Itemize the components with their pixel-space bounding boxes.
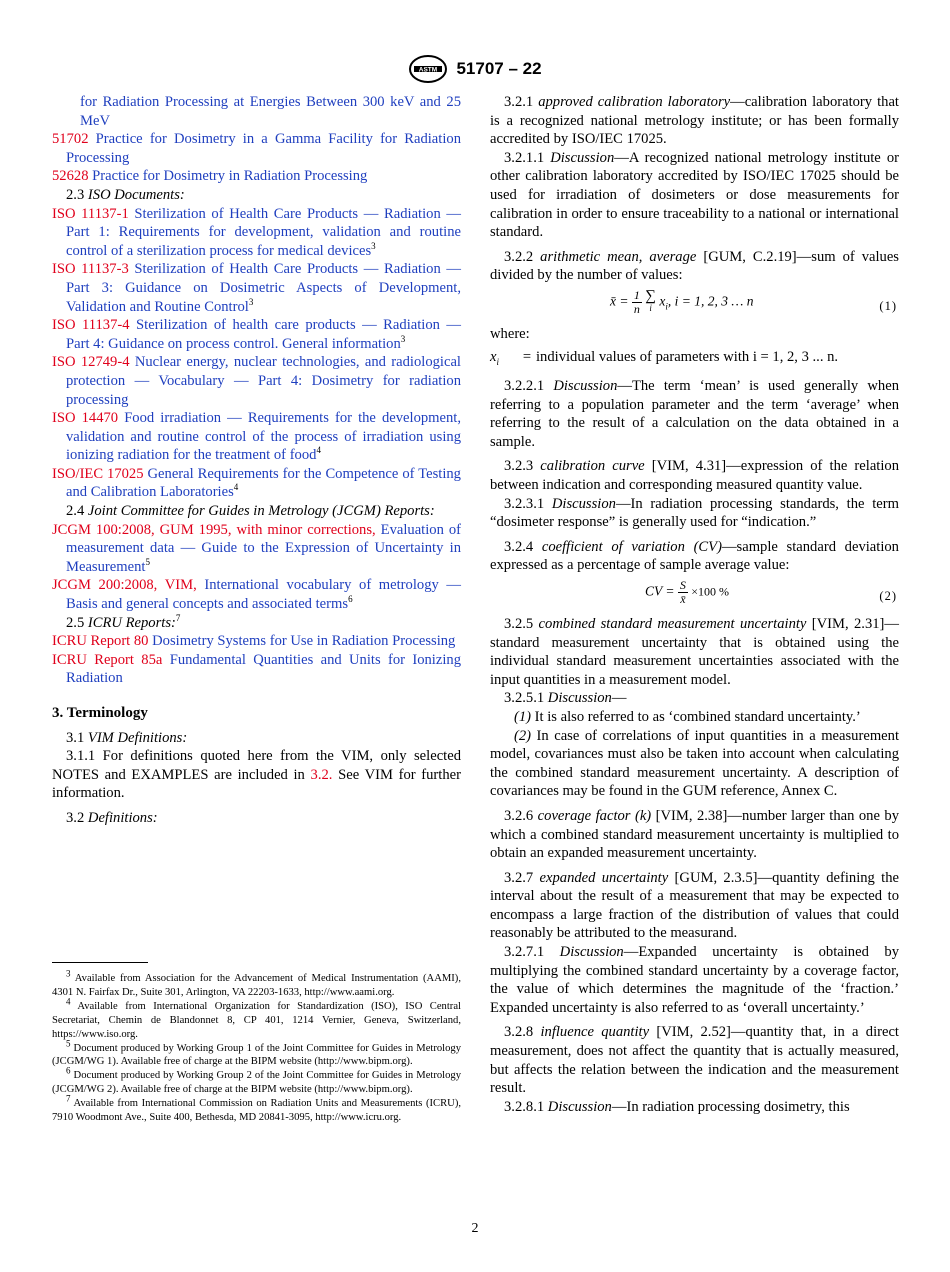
ref-item-iso-11137-3[interactable]: ISO 11137-3 Sterilization of Health Care Products — Radiation — Part 3: Guidance on Dosimetric Aspects of Development, Validation and Routine Control$^3$ <box>52 261 462 315</box>
jcgm-heading: 2.4 Joint Committee for Guides in Metrology (JCGM) Reports: <box>66 503 435 520</box>
right-column <box>490 93 899 1116</box>
ref-item-icru-80[interactable]: ICRU Report 80 Dosimetry Systems for Use in Radiation Processing <box>52 633 456 650</box>
ref-item-icru-85a[interactable]: ICRU Report 85a Fundamental Quantities and Units for Ionizing Radiation <box>52 651 461 687</box>
definition-3-2-2: 3.2.2 arithmetic mean, average [GUM, C.2.19]—sum of values divided by the number of values: <box>490 248 899 284</box>
left-column <box>52 93 461 828</box>
definition-3-2-1: 3.2.1 approved calibration laboratory—calibration laboratory that is a recognized national metrology institute; or has been formally accredited by ISO/IEC 17025. <box>490 94 899 148</box>
footnote-5: $^5$ Document produced by Working Group 1 of the Joint Committee for Guides in Metrology (JCGM/WG 1). Available free of charge at the BIPM website (http://www.bipm.org). <box>52 1038 461 1068</box>
definition-3-2-5: 3.2.5 combined standard measurement uncertainty [VIM, 2.31]—standard measurement uncertainty that is obtained using the individual standard measurement uncertainties associated with the input quantities in a measurement model. <box>490 615 899 688</box>
section-link-3-2[interactable]: 3.2. <box>310 766 333 783</box>
ref-item-iso-11137-1[interactable]: ISO 11137-1 Sterilization of Health Care Products — Radiation — Part 1: Requirements for development, validation and routine control of a sterilization process for medical devices$^3$ <box>52 205 462 259</box>
ref-item-iso-12749-4[interactable]: ISO 12749-4 Nuclear energy, nuclear technologies, and radiological protection — Vocabulary — Part 4: Dosimetry for radiation processing <box>52 354 461 408</box>
discussion-3-2-3-1: 3.2.3.1 Discussion—In radiation processing standards, the term “dosimeter response” is generally used for “indication.” <box>490 495 899 531</box>
definition-3-2-8: 3.2.8 influence quantity [VIM, 2.52]—quantity that, in a direct measurement, does not affect the quantity that is actually measured, but affects the relation between the indication and the measurement result. <box>490 1024 899 1097</box>
equation-2: CV = $\frac{S}{x̄}$ ×100 % (2) <box>645 577 897 606</box>
discussion-3-2-8-1: 3.2.8.1 Discussion—In radiation processing dosimetry, this <box>504 1098 850 1115</box>
equation-2-number: (2) <box>879 588 897 603</box>
astm-logo-icon <box>408 55 448 83</box>
ref-item-iso-11137-4[interactable]: ISO 11137-4 Sterilization of health care products — Radiation — Part 4: Guidance on process control. General information$^3$ <box>52 317 461 352</box>
definition-3-2-4: 3.2.4 coefficient of variation (CV)—sample standard deviation expressed as a percentage of sample average value: <box>490 538 899 574</box>
standard-designation: 51707 – 22 <box>456 59 542 78</box>
continued-reference[interactable]: for Radiation Processing at Energies Between 300 keV and 25 MeV <box>80 94 461 129</box>
definition-3-2-6: 3.2.6 coverage factor (k) [VIM, 2.38]—number larger than one by which a combined standard measurement uncertainty is multiplied to obtain an expanded measurement uncertainty. <box>490 807 899 862</box>
icru-heading: 2.5 ICRU Reports:$^7$ <box>66 612 181 631</box>
definition-3-2-7: 3.2.7 expanded uncertainty [GUM, 2.3.5]—quantity defining the interval about the result of a measurement that may be expected to encompass a large fraction of the distribution of values that could reasonably be attributed to the measurand. <box>490 869 899 942</box>
discussion-3-2-5-1: 3.2.5.1 Discussion— <box>504 690 627 707</box>
discussion-3-2-2-1: 3.2.2.1 Discussion—The term ‘mean’ is used generally when referring to a population parameter and the term ‘average’ when referring to the result of a calculation on the data obtained in a sample. <box>490 378 899 450</box>
ref-item-51702[interactable]: 51702 Practice for Dosimetry in a Gamma Facility for Radiation Processing <box>52 131 461 166</box>
discussion-3-2-7-1: 3.2.7.1 Discussion—Expanded uncertainty is obtained by multiplying the combined standard uncertainty by a coverage factor, the value of which determines the magnitude of the ‘fraction.’ Expanded uncertainty is also referred to as ‘overall uncertainty.’ <box>490 944 899 1016</box>
iso-heading: 2.3 ISO Documents: <box>66 186 185 203</box>
ref-item-iso-iec-17025[interactable]: ISO/IEC 17025 General Requirements for the Competence of Testing and Calibration Laboratories$^4$ <box>52 465 461 501</box>
footnotes <box>52 968 461 1125</box>
section-3-2: 3.2 Definitions: <box>66 809 158 826</box>
definition-3-2-3: 3.2.3 calibration curve [VIM, 4.31]—expression of the relation between indication and corresponding measured quantity value. <box>490 458 900 493</box>
discussion-3-2-5-1-item-2: (2) In case of correlations of input quantities in a measurement model, covariances must also be taken into account when calculating the combined standard measurement uncertainty. A description of covariances may be found in the GUM reference, Annex C. <box>490 727 899 800</box>
section-3-1-1: 3.1.1 For definitions quoted here from the VIM, only selected NOTES and EXAMPLES are included in 3.2. See VIM for further information. <box>52 748 461 802</box>
ref-item-iso-14470[interactable]: ISO 14470 Food irradiation — Requirements for the development, validation and routine control of the process of irradiation using ionizing radiation for the treatment of food$^4$ <box>52 410 462 464</box>
ref-item-jcgm-100[interactable]: JCGM 100:2008, GUM 1995, with minor corrections, Evaluation of measurement data — Guide to the Expression of Uncertainty in Measurement$^5$ <box>52 521 461 575</box>
svg-text:ASTM: ASTM <box>419 66 438 74</box>
page-header <box>0 55 950 83</box>
equation-1-number: (1) <box>879 298 897 313</box>
section-3-1: 3.1 VIM Definitions: <box>66 729 188 746</box>
discussion-3-2-5-1-item-1: (1) It is also referred to as ‘combined standard uncertainty.’ <box>514 708 861 725</box>
equation-1: x̄ = $\frac{1}{n}$ ∑ i $x_i$, i = 1, 2, 3 … n (1) <box>610 287 897 316</box>
section-heading-terminology: 3. Terminology <box>52 705 148 721</box>
ref-item-52628[interactable]: 52628 Practice for Dosimetry in Radiation Processing <box>52 168 368 185</box>
where-definition: $x_i$ = individual values of parameters with i = 1, 2, 3 ... n. <box>490 348 839 367</box>
where-label: where: <box>490 325 530 342</box>
footnote-7: $^7$ Available from International Commission on Radiation Units and Measurements (ICRU), 7910 Woodmont Ave., Suite 400, Bethesda, MD 20841-3095, http://www.icru.org. <box>52 1093 461 1124</box>
discussion-3-2-1-1: 3.2.1.1 Discussion—A recognized national metrology institute or other calibration laboratory accredited by ISO/IEC 17025 should be used for irradiation of dosimeters or dose measurements for calibration in order to ensure traceability to a national or international standard. <box>490 149 899 241</box>
footnote-4: $^4$ Available from International Organization for Standardization (ISO), ISO Central Secretariat, Chemin de Blandonnet 8, CP 401, 1214 Vernier, Geneva, Switzerland, https://www.iso.org. <box>52 996 461 1040</box>
page-number: 2 <box>471 1221 479 1236</box>
footnote-3: $^3$ Available from Association for the Advancement of Medical Instrumentation (AAMI), 4301 N. Fairfax Dr., Suite 301, Arlington, VA 22203-1633, http://www.aami.org. <box>52 968 461 998</box>
ref-item-jcgm-200[interactable]: JCGM 200:2008, VIM, International vocabulary of metrology — Basis and general concepts and associated terms$^6$ <box>52 577 462 613</box>
footnote-6: $^6$ Document produced by Working Group 2 of the Joint Committee for Guides in Metrology (JCGM/WG 2). Available free of charge at the BIPM website (http://www.bipm.org). <box>52 1065 461 1096</box>
footnote-divider <box>52 962 148 963</box>
